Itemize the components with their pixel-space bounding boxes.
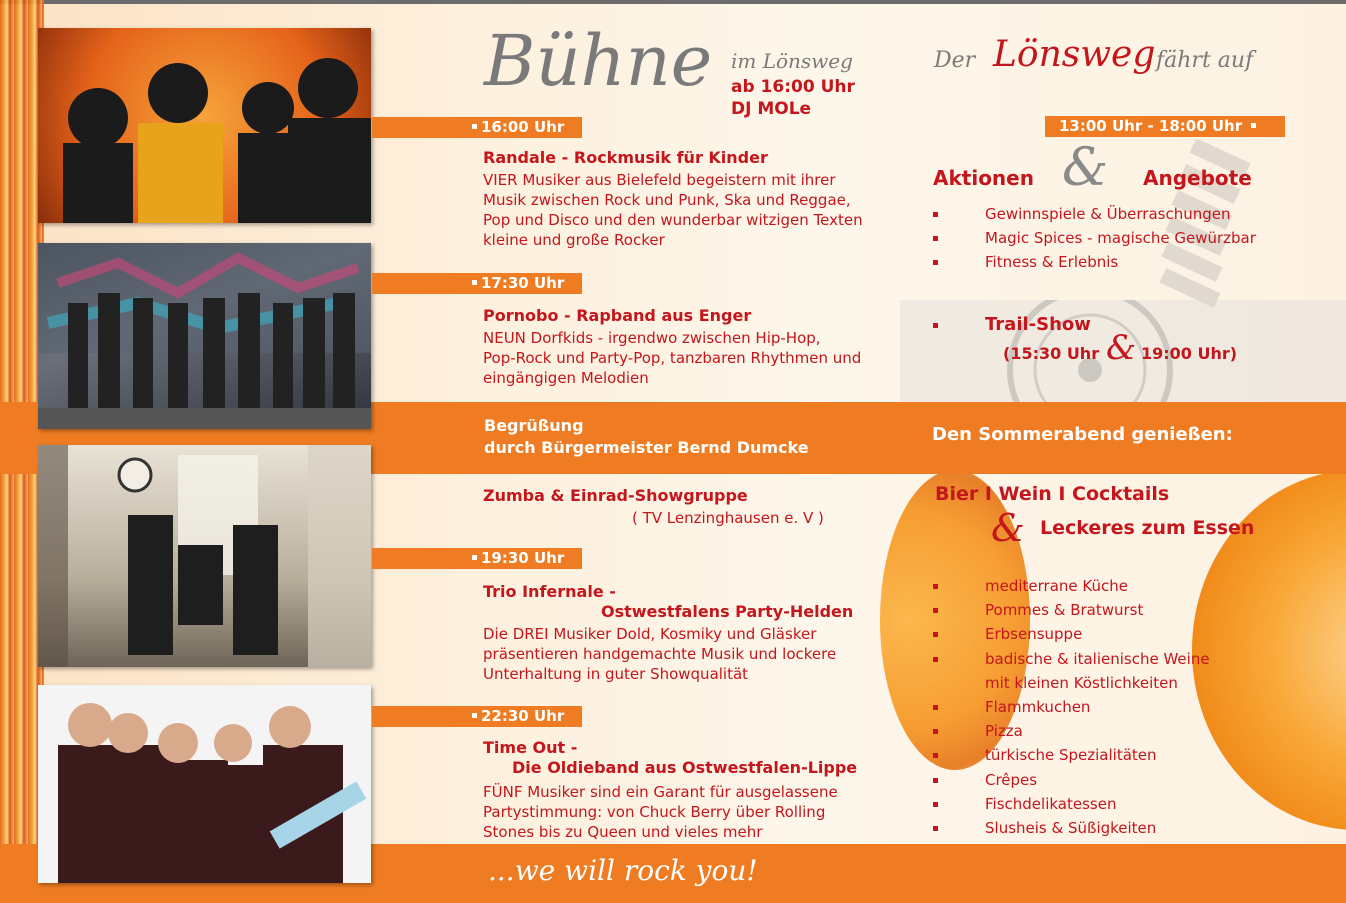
act-desc-line: kleine und große Rocker [483, 231, 665, 249]
right-header-pre: Der [934, 48, 976, 73]
food-item: Pizza [985, 722, 1023, 740]
square-icon [1251, 123, 1256, 128]
bullet-icon [933, 632, 938, 637]
act-desc-line: Die DREI Musiker Dold, Kosmiky und Gläsker [483, 625, 817, 643]
food-item: Pommes & Bratwurst [985, 601, 1143, 619]
right-time-tag [1045, 116, 1285, 137]
stage-start: ab 16:00 Uhr [731, 77, 855, 97]
act-title-pornobo: Pornobo - Rapband aus Enger [483, 306, 752, 325]
act-desc-line: FÜNF Musiker sind ein Garant für ausgelassene [483, 783, 838, 801]
food-item: Flammkuchen [985, 698, 1090, 716]
photo-randale [38, 28, 371, 223]
trail-show-time-a: (15:30 Uhr [1003, 344, 1100, 363]
trail-ampersand: & [1106, 328, 1137, 368]
aktionen-label: Aktionen [933, 166, 1034, 190]
act-title-timeout: Time Out - [483, 738, 578, 757]
bullet-icon [933, 802, 938, 807]
stage-location: im Lönsweg [731, 49, 853, 73]
act-title-timeout-2: Die Oldieband aus Ostwestfalen-Lippe [512, 758, 858, 777]
activity-item: Gewinnspiele & Überraschungen [985, 205, 1231, 223]
time-tag-3 [372, 548, 582, 569]
right-header-post: fährt auf [1156, 48, 1254, 73]
top-border [0, 0, 1346, 4]
right-header-name: Lönsweg [993, 34, 1156, 75]
time-label: 13:00 Uhr - 18:00 Uhr [1059, 117, 1243, 135]
angebote-label: Angebote [1143, 166, 1252, 190]
stage-dj: DJ MOLe [731, 99, 812, 119]
food-item: Crêpes [985, 771, 1037, 789]
act-desc-line: NEUN Dorfkids - irgendwo zwischen Hip-Hop, [483, 329, 821, 347]
food-item: Fischdelikatessen [985, 795, 1116, 813]
bullet-icon [933, 729, 938, 734]
act-desc-line: Partystimmung: von Chuck Berry über Rolling [483, 803, 826, 821]
activity-item: Fitness & Erlebnis [985, 253, 1118, 271]
food-item: mit kleinen Köstlichkeiten [985, 673, 1178, 692]
act-desc-line: eingängigen Melodien [483, 369, 649, 387]
bullet-icon [933, 323, 938, 328]
time-tag-4 [372, 706, 582, 727]
photo-trio-infernale [38, 445, 371, 667]
square-icon [472, 280, 477, 285]
act-title-trio-2: Ostwestfalens Party-Helden [601, 602, 854, 621]
bullet-icon [933, 212, 938, 217]
bullet-icon [933, 705, 938, 710]
photo-pornobo [38, 243, 371, 429]
stage-title: Bühne [484, 20, 713, 102]
food-item: badische & italienische Weine [985, 650, 1210, 668]
bullet-icon [933, 260, 938, 265]
food-item: Slusheis & Süßigkeiten [985, 819, 1156, 837]
footer-slogan: ...we will rock you! [488, 854, 758, 887]
trail-show-time-b: 19:00 Uhr) [1141, 344, 1238, 363]
time-label: 16:00 Uhr [481, 118, 565, 136]
bullet-icon [933, 236, 938, 241]
bullet-icon [933, 608, 938, 613]
activity-item: Magic Spices - magische Gewürzbar [985, 229, 1256, 247]
act-desc-line: präsentieren handgemachte Musik und lockere [483, 645, 837, 663]
bullet-icon [933, 657, 938, 662]
act-desc-line: VIER Musiker aus Bielefeld begeistern mit ihrer [483, 171, 836, 189]
act-title-zumba: Zumba & Einrad-Showgruppe [483, 486, 748, 505]
ampersand: & [1062, 138, 1109, 198]
greeting-line-1: Begrüßung [484, 416, 584, 435]
drinks-heading: Bier I Wein I Cocktails [935, 483, 1170, 505]
act-sub-zumba: ( TV Lenzinghausen e. V ) [632, 509, 824, 527]
food-heading: Leckeres zum Essen [1040, 517, 1255, 539]
photo-time-out [38, 685, 371, 883]
bullet-icon [933, 584, 938, 589]
time-tag-1 [372, 117, 582, 138]
act-desc-line: Pop-Rock und Party-Pop, tanzbaren Rhythmen und [483, 349, 862, 367]
act-title-trio: Trio Infernale - [483, 582, 616, 601]
food-item: mediterrane Küche [985, 577, 1128, 595]
square-icon [472, 555, 477, 560]
time-tag-2 [372, 273, 582, 294]
act-desc-line: Pop und Disco und den wunderbar witzigen Texten [483, 211, 863, 229]
act-title-randale: Randale - Rockmusik für Kinder [483, 148, 768, 167]
bullet-icon [933, 778, 938, 783]
act-desc-line: Stones bis zu Queen und vieles mehr [483, 823, 763, 841]
act-desc-line: Musik zwischen Rock und Punk, Ska und Reggae, [483, 191, 851, 209]
time-label: 22:30 Uhr [481, 707, 565, 725]
act-desc-line: Unterhaltung in guter Showqualität [483, 665, 749, 683]
food-item: Erbsensuppe [985, 625, 1082, 643]
bullet-icon [933, 826, 938, 831]
bullet-icon [933, 753, 938, 758]
evening-heading: Den Sommerabend genießen: [932, 424, 1233, 445]
time-label: 19:30 Uhr [481, 549, 565, 567]
time-label: 17:30 Uhr [481, 274, 565, 292]
square-icon [472, 124, 477, 129]
food-item: türkische Spezialitäten [985, 746, 1157, 764]
square-icon [472, 713, 477, 718]
trail-show-title: Trail-Show [985, 314, 1091, 335]
food-ampersand: & [991, 506, 1025, 550]
greeting-line-2: durch Bürgermeister Bernd Dumcke [484, 438, 809, 457]
